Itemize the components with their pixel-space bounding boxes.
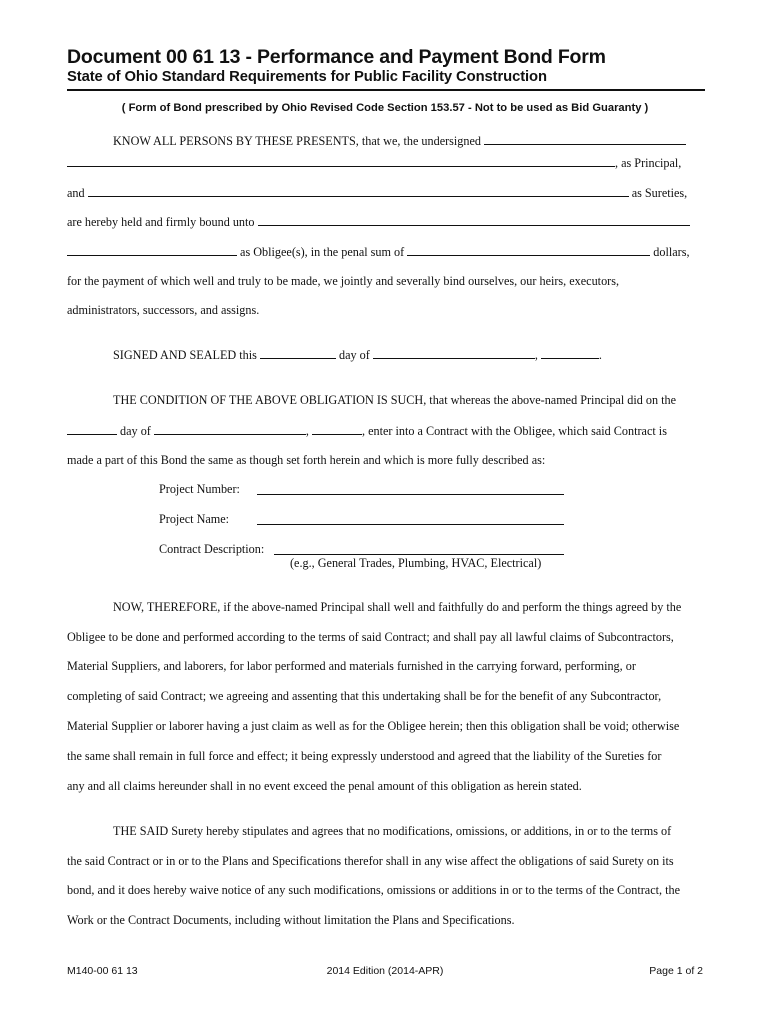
project-name-field[interactable]: [257, 513, 564, 525]
document-subtitle: State of Ohio Standard Requirements for Public Facility Construction: [67, 69, 547, 85]
project-name-label: Project Name:: [159, 512, 230, 526]
contract-description-label: Contract Description:: [159, 542, 265, 556]
principal-blank[interactable]: [67, 155, 615, 167]
condition-line: THE CONDITION OF THE ABOVE OBLIGATION IS SUCH, that whereas the above-named Principal did on the: [113, 393, 677, 407]
contract-description-example: (e.g., General Trades, Plumbing, HVAC, Electrical): [290, 556, 542, 570]
said-surety-line-2: the said Contract or in or to the Plans and Specifications therefor shall in any wise affect the obligations of said Surety on its: [67, 854, 674, 868]
contract-month-blank[interactable]: [154, 423, 306, 435]
penal-sum-blank[interactable]: [407, 244, 650, 256]
penal-sum-line: as Obligee(s), in the penal sum of dollars,: [67, 244, 690, 260]
obligee-blank[interactable]: [258, 214, 690, 226]
footer-form-number: M140-00 61 13: [67, 965, 138, 977]
now-therefore-line-2: Obligee to be done and performed according to the terms of said Contract; and shall pay all lawful claims of Subcontractors,: [67, 630, 674, 644]
now-therefore-line-5: Material Supplier or laborer having a just claim as well as for the Obligee herein; then this obligation shall be void; otherwise: [67, 719, 680, 733]
signed-day-blank[interactable]: [260, 347, 336, 359]
know-all-line: KNOW ALL PERSONS BY THESE PRESENTS, that we, the undersigned: [113, 133, 686, 149]
said-surety-line-3: bond, and it does hereby waive notice of any such modifications, omissions or additions in or to the terms of the Contract, the: [67, 883, 680, 897]
footer-page-number: Page 1 of 2: [649, 965, 703, 977]
contract-day-blank[interactable]: [67, 423, 117, 435]
now-therefore-line-3: Material Suppliers, and laborers, for labor performed and materials furnished in the carrying forward, performing, or: [67, 659, 636, 673]
project-number-label: Project Number:: [159, 482, 240, 496]
header-rule: [67, 89, 705, 91]
said-surety-line-1: THE SAID Surety hereby stipulates and agrees that no modifications, omissions, or additions, in or to the terms of: [113, 824, 672, 838]
undersigned-blank[interactable]: [484, 133, 686, 145]
project-number-field[interactable]: [257, 483, 564, 495]
signed-month-blank[interactable]: [373, 347, 535, 359]
obligee-line: are hereby held and firmly bound unto: [67, 214, 690, 230]
signed-sealed-line: SIGNED AND SEALED this day of , .: [113, 348, 602, 362]
sureties-line: and as Sureties,: [67, 186, 688, 200]
signed-year-blank[interactable]: [541, 347, 599, 359]
made-part-line: made a part of this Bond the same as though set forth herein and which is more fully described as:: [67, 453, 546, 467]
said-surety-line-4: Work or the Contract Documents, including without limitation the Plans and Specifications.: [67, 913, 515, 927]
footer-edition: 2014 Edition (2014-APR): [326, 965, 444, 977]
now-therefore-line-7: any and all claims hereunder shall in no event exceed the penal amount of this obligation as herein stated.: [67, 779, 582, 793]
obligee-name-blank[interactable]: [67, 244, 237, 256]
administrators-line: administrators, successors, and assigns.: [67, 303, 260, 317]
payment-line: for the payment of which well and truly to be made, we jointly and severally bind ourselves, our heirs, executors,: [67, 274, 620, 288]
now-therefore-line-4: completing of said Contract; we agreeing and assenting that this undertaking shall be for the benefit of any Subcontractor,: [67, 689, 662, 703]
contract-date-line: day of , , enter into a Contract with the Obligee, which said Contract is: [67, 423, 667, 439]
document-title: Document 00 61 13 - Performance and Payment Bond Form: [67, 46, 606, 68]
contract-year-blank[interactable]: [312, 423, 362, 435]
now-therefore-line-1: NOW, THEREFORE, if the above-named Principal shall well and faithfully do and perform the things agreed by the: [113, 600, 682, 614]
principal-line: , as Principal,: [67, 155, 681, 171]
sureties-blank[interactable]: [88, 185, 629, 197]
bond-note: ( Form of Bond prescribed by Ohio Revised Code Section 153.57 - Not to be used as Bid Guaranty ): [121, 102, 649, 114]
now-therefore-line-6: the same shall remain in full force and effect; it being expressly understood and agreed that the liability of the Sureties for: [67, 749, 662, 763]
contract-description-field[interactable]: [274, 543, 564, 555]
